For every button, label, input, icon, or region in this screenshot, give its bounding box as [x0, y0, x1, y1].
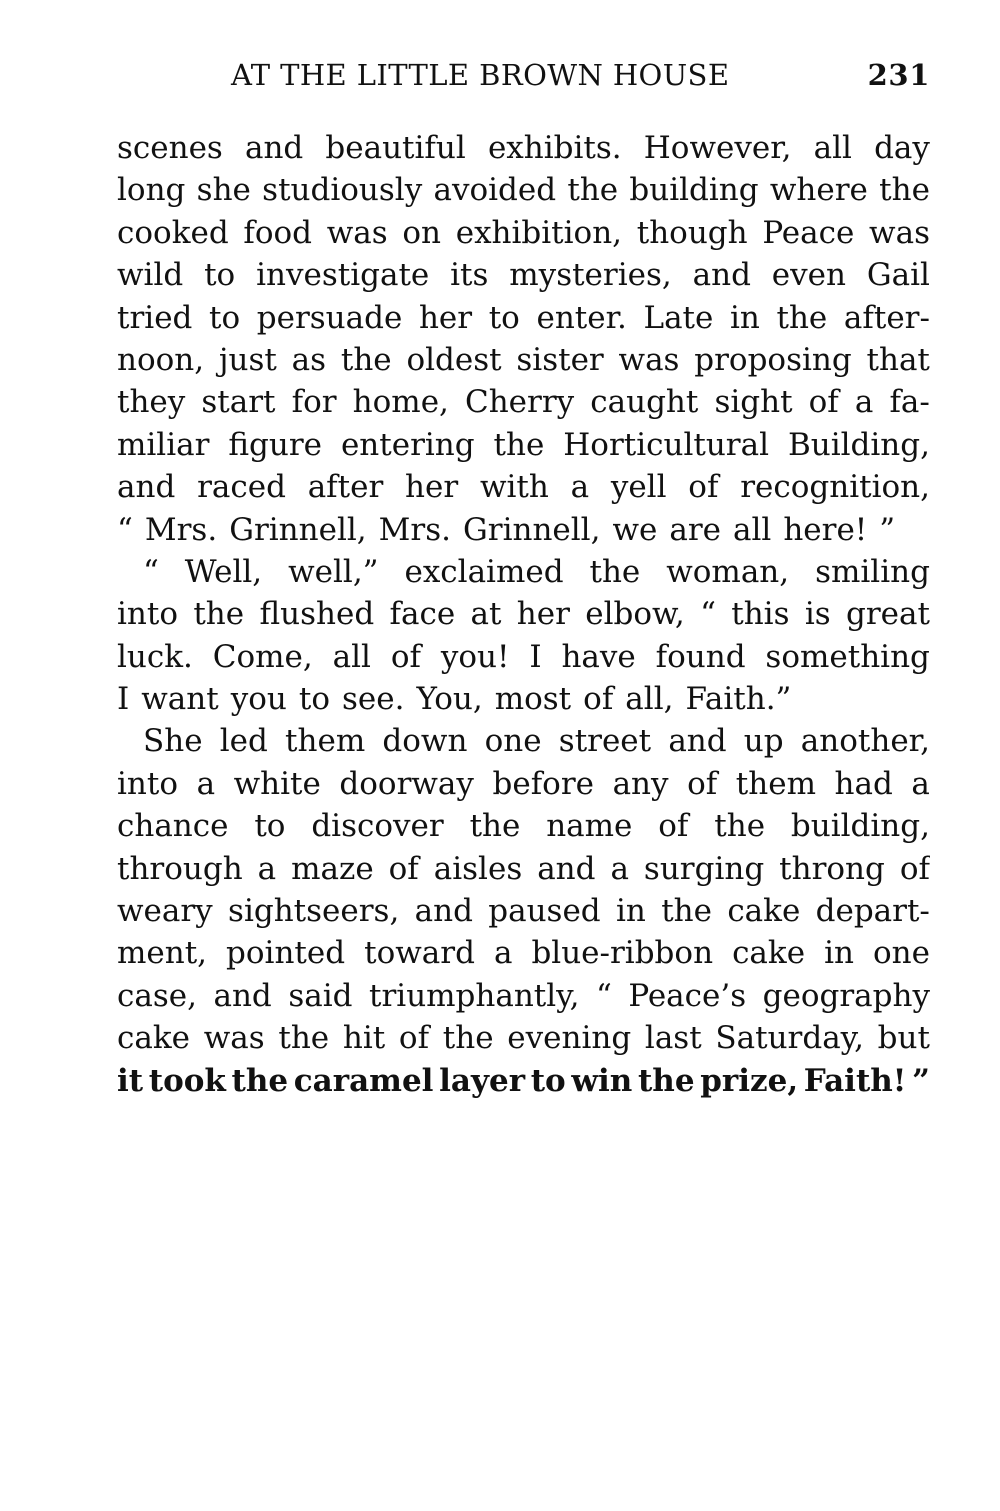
- body-text: [117, 127, 930, 1102]
- text-line: they start for home, Cherry caught sight of a fa-: [117, 384, 930, 421]
- text-line: chance to discover the name of the building,: [117, 808, 930, 845]
- text-line: through a maze of aisles and a surging throng of: [117, 850, 930, 887]
- text-line: noon, just as the oldest sister was proposing that: [117, 341, 930, 378]
- page-number: 231: [867, 58, 930, 92]
- text-line: it took the caramel layer to win the prize, Faith! ”: [117, 1062, 930, 1099]
- running-title: AT THE LITTLE BROWN HOUSE: [231, 58, 730, 92]
- text-line: weary sightseers, and paused in the cake depart-: [117, 893, 930, 930]
- text-line: I want you to see. You, most of all, Faith.”: [117, 681, 792, 718]
- text-line: miliar figure entering the Horticultural Building,: [117, 426, 930, 463]
- running-head: [117, 58, 930, 98]
- text-line: tried to persuade her to enter. Late in the after-: [117, 299, 930, 336]
- text-line: into the flushed face at her elbow, “ this is great: [117, 596, 930, 633]
- text-line: and raced after her with a yell of recognition,: [117, 469, 930, 506]
- text-line: long she studiously avoided the building where the: [117, 172, 930, 209]
- text-line: She led them down one street and up another,: [143, 723, 930, 760]
- text-line: “ Mrs. Grinnell, Mrs. Grinnell, we are all here! ”: [117, 511, 896, 548]
- text-line: into a white doorway before any of them had a: [117, 765, 930, 802]
- text-line: ment, pointed toward a blue-ribbon cake in one: [117, 935, 930, 972]
- text-line: “ Well, well,” exclaimed the woman, smiling: [143, 553, 930, 590]
- text-line: cooked food was on exhibition, though Peace was: [117, 214, 930, 251]
- text-line: luck. Come, all of you! I have found something: [117, 638, 930, 675]
- text-line: scenes and beautiful exhibits. However, all day: [117, 130, 930, 166]
- text-line: case, and said triumphantly, “ Peace’s geography: [117, 977, 930, 1014]
- text-line: wild to investigate its mysteries, and even Gail: [117, 257, 930, 294]
- text-line: cake was the hit of the evening last Saturday, but: [117, 1020, 930, 1057]
